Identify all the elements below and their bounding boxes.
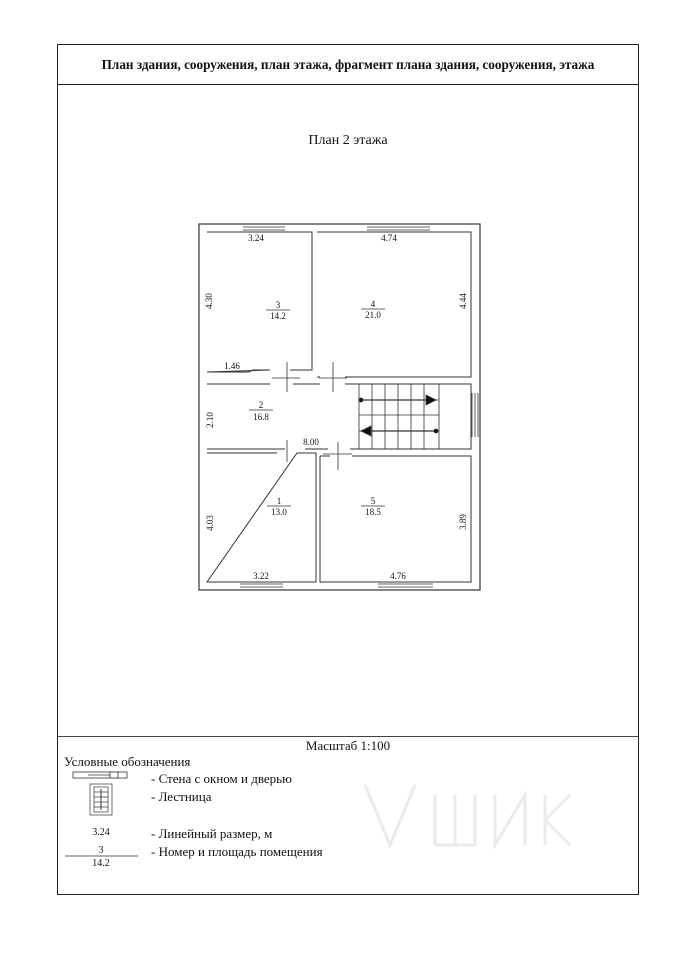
dim-room1-height: 4.03: [205, 515, 215, 531]
window-stair: [472, 393, 478, 437]
room-1-outline: [207, 453, 316, 582]
legend-wall-label: - Стена с окном и дверью: [151, 771, 292, 786]
room-3-label: [266, 300, 290, 321]
legend-stairs-label: - Лестница: [151, 789, 212, 804]
document-header: План здания, сооружения, план этажа, фрагмент плана здания, сооружения, этажа: [58, 45, 638, 85]
legend-dimension-label: - Линейный размер, м: [151, 826, 273, 841]
dim-room5-width: 4.76: [390, 571, 406, 581]
plan-title: План 2 этажа: [308, 133, 388, 148]
outer-wall: [199, 224, 480, 590]
svg-text:14.2: 14.2: [270, 311, 286, 321]
dim-room3-height: 4.30: [204, 293, 214, 309]
dim-room3-width: 3.24: [248, 233, 264, 243]
legend-room-sample: [65, 845, 138, 869]
legend-wall-symbol: [73, 772, 127, 778]
svg-text:5: 5: [370, 496, 376, 506]
svg-text:14.2: 14.2: [92, 858, 110, 869]
legend-dimension-sample: 3.24: [92, 827, 110, 838]
scale-label: Масштаб 1:100: [305, 738, 391, 753]
legend-room-label: - Номер и площадь помещения: [151, 844, 323, 859]
dim-hall-height: 2.10: [205, 412, 215, 428]
svg-text:3: 3: [98, 845, 104, 856]
watermark-logo: [345, 775, 605, 855]
svg-text:18.5: 18.5: [365, 507, 381, 517]
room-5-label: [361, 496, 385, 517]
door-marks: [272, 362, 352, 470]
legend-stairs-symbol: [90, 784, 112, 815]
room-3-outline: [207, 232, 312, 372]
window-bottom-right: [378, 584, 433, 590]
dim-room4-height: 4.44: [458, 293, 468, 309]
svg-text:2: 2: [258, 400, 264, 410]
hallway-outline: [207, 384, 471, 449]
room-2-label: [249, 400, 273, 422]
dim-room3-partition: 1.46: [224, 361, 240, 371]
dim-room4-width: 4.74: [381, 233, 397, 243]
dim-room5-height: 3.89: [458, 514, 468, 530]
dim-room1-width: 3.22: [253, 571, 269, 581]
legend-title: Условные обозначения: [64, 754, 191, 769]
svg-text:16.8: 16.8: [253, 412, 269, 422]
room-4-outline: [317, 232, 471, 377]
svg-text:21.0: 21.0: [365, 310, 381, 320]
room-5-outline: [320, 456, 471, 582]
staircase: [359, 384, 439, 449]
svg-text:1: 1: [276, 496, 282, 506]
svg-text:4: 4: [370, 299, 376, 309]
room-4-label: [361, 299, 385, 320]
svg-text:13.0: 13.0: [271, 507, 287, 517]
window-bottom-left: [240, 584, 283, 590]
window-top-left: [243, 224, 285, 230]
svg-text:3: 3: [275, 300, 281, 310]
dim-hall-length: 8.00: [303, 437, 319, 447]
window-top-right: [367, 224, 430, 230]
room-1-label: [267, 496, 291, 517]
